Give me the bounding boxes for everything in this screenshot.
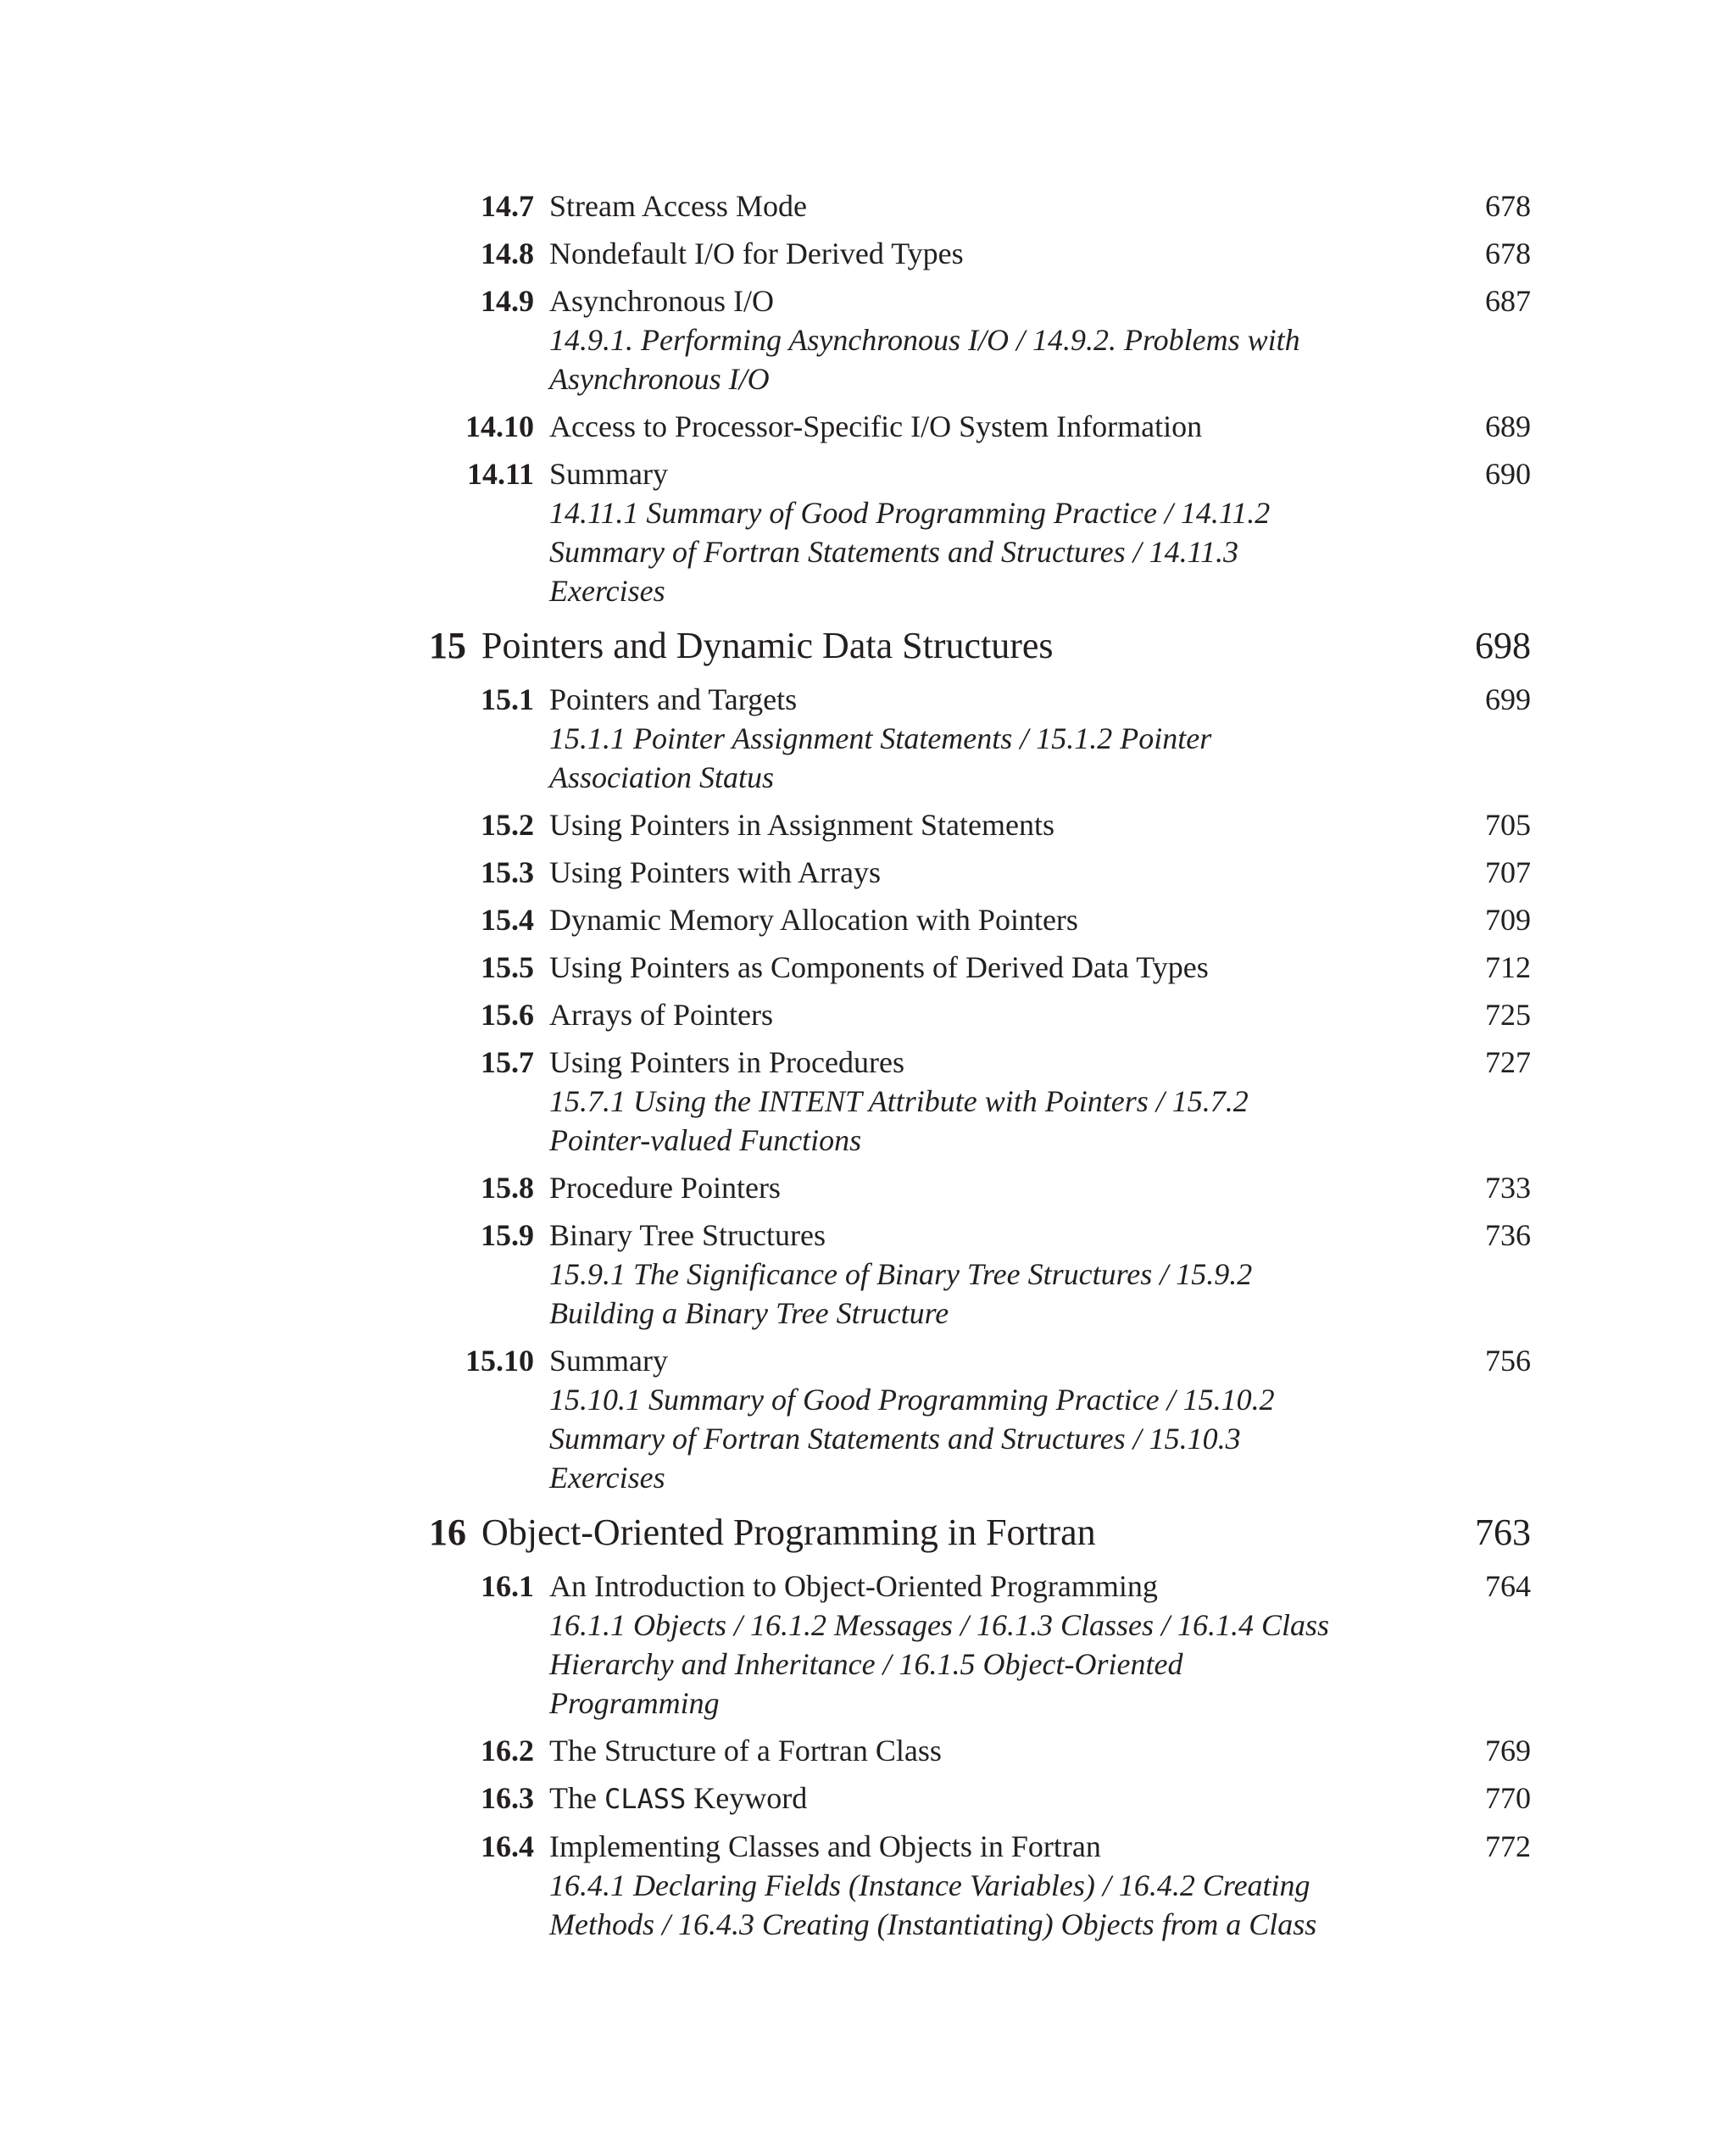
section-title: The Structure of a Fortran Class: [549, 1734, 942, 1768]
toc-section: [422, 281, 1531, 398]
toc-section: [422, 1043, 1531, 1160]
table-of-contents: [422, 187, 1531, 1952]
section-title: Procedure Pointers: [549, 1171, 781, 1205]
section-number: 15.4: [481, 903, 534, 937]
section-page: 733: [1485, 1171, 1531, 1205]
section-number: 14.8: [481, 237, 534, 270]
section-title: [549, 1779, 1455, 1818]
subsection-list: 14.11.1 Summary of Good Programming Practice / 14.11.2 Summary of Fortran Statements and Structures / 14.11.3 Exercises: [549, 496, 1271, 608]
section-number: 14.10: [465, 409, 534, 443]
title-text: Keyword: [686, 1781, 808, 1815]
section-number: 14.9: [481, 284, 534, 318]
section-title: Using Pointers in Procedures: [549, 1045, 904, 1079]
chapter-title: Pointers and Dynamic Data Structures: [481, 625, 1054, 666]
section-number: 16.3: [481, 1781, 534, 1815]
section-number: 16.1: [481, 1569, 534, 1603]
chapter-page: 763: [1475, 1512, 1531, 1553]
section-number: 16.2: [481, 1734, 534, 1768]
toc-section: [422, 805, 1531, 844]
section-page: 712: [1485, 950, 1531, 984]
toc-section: [422, 1827, 1531, 1944]
section-title: Asynchronous I/O: [549, 284, 774, 318]
section-page: 764: [1485, 1569, 1531, 1603]
chapter-title: Object-Oriented Programming in Fortran: [481, 1512, 1096, 1553]
toc-section: [422, 1216, 1531, 1333]
section-page: 705: [1485, 808, 1531, 842]
section-title: An Introduction to Object-Oriented Programming: [549, 1569, 1158, 1603]
section-title: Using Pointers with Arrays: [549, 855, 881, 889]
toc-section: [422, 995, 1531, 1034]
toc-section: [422, 407, 1531, 446]
toc-section: [422, 900, 1531, 939]
section-number: 15.6: [481, 998, 534, 1032]
section-page: 678: [1485, 189, 1531, 223]
section-page: 727: [1485, 1045, 1531, 1079]
section-number: 14.7: [481, 189, 534, 223]
subsection-list: 15.1.1 Pointer Assignment Statements / 15.1.2 Pointer Association Status: [549, 721, 1212, 794]
toc-section: [422, 948, 1531, 987]
section-number: 15.8: [481, 1171, 534, 1205]
section-page: 690: [1485, 457, 1531, 491]
section-page: 707: [1485, 855, 1531, 889]
subsection-list: 14.9.1. Performing Asynchronous I/O / 14.9.2. Problems with Asynchronous I/O: [549, 323, 1300, 396]
section-title: Stream Access Mode: [549, 189, 807, 223]
section-number: 15.9: [481, 1218, 534, 1252]
section-title: Binary Tree Structures: [549, 1218, 826, 1252]
section-page: 769: [1485, 1734, 1531, 1768]
toc-section: [422, 1731, 1531, 1770]
section-title: Dynamic Memory Allocation with Pointers: [549, 903, 1078, 937]
section-title: Summary: [549, 457, 668, 491]
subsection-list: 15.10.1 Summary of Good Programming Practice / 15.10.2 Summary of Fortran Statements and Structures / 15.10.3 Exercises: [549, 1383, 1275, 1495]
section-page: 770: [1485, 1781, 1531, 1815]
section-number: 15.3: [481, 855, 534, 889]
section-title: Access to Processor-Specific I/O System Information: [549, 409, 1203, 443]
section-page: 689: [1485, 409, 1531, 443]
subsection-list: 15.7.1 Using the INTENT Attribute with Pointers / 15.7.2 Pointer-valued Functions: [549, 1084, 1249, 1157]
section-page: 687: [1485, 284, 1531, 318]
section-number: 15.7: [481, 1045, 534, 1079]
section-page: 736: [1485, 1218, 1531, 1252]
section-page: 699: [1485, 682, 1531, 716]
section-number: 15.1: [481, 682, 534, 716]
section-title: Implementing Classes and Objects in Fortran: [549, 1829, 1101, 1863]
section-number: 16.4: [481, 1829, 534, 1863]
section-title: Pointers and Targets: [549, 682, 798, 716]
chapter-number: 15: [429, 625, 466, 666]
chapter-number: 16: [429, 1512, 466, 1553]
section-page: 678: [1485, 237, 1531, 270]
section-page: 756: [1485, 1344, 1531, 1378]
section-number: 15.2: [481, 808, 534, 842]
section-page: 725: [1485, 998, 1531, 1032]
toc-section: [422, 187, 1531, 225]
subsection-list: 16.1.1 Objects / 16.1.2 Messages / 16.1.3 Classes / 16.1.4 Class Hierarchy and Inheritance / 16.1.5 Object-Oriented Programming: [549, 1608, 1330, 1720]
chapter-heading: [422, 622, 1531, 670]
chapter-page: 698: [1475, 625, 1531, 666]
chapter-heading: [422, 1509, 1531, 1556]
code-keyword: CLASS: [604, 1783, 687, 1815]
toc-section: [422, 1168, 1531, 1207]
toc-section: [422, 454, 1531, 610]
section-number: 15.5: [481, 950, 534, 984]
toc-section: [422, 680, 1531, 797]
section-page: 709: [1485, 903, 1531, 937]
section-title: Using Pointers in Assignment Statements: [549, 808, 1055, 842]
section-page: 772: [1485, 1829, 1531, 1863]
subsection-list: 15.9.1 The Significance of Binary Tree Structures / 15.9.2 Building a Binary Tree Structure: [549, 1257, 1253, 1330]
toc-section: [422, 1341, 1531, 1497]
section-title: Using Pointers as Components of Derived Data Types: [549, 950, 1209, 984]
section-number: 15.10: [465, 1344, 534, 1378]
toc-section: [422, 234, 1531, 273]
section-title: Nondefault I/O for Derived Types: [549, 237, 964, 270]
toc-section: [422, 1567, 1531, 1723]
section-title: Summary: [549, 1344, 668, 1378]
toc-section: [422, 853, 1531, 892]
toc-section: [422, 1779, 1531, 1818]
section-number: 14.11: [466, 457, 534, 491]
title-text: The: [549, 1781, 604, 1815]
section-title: Arrays of Pointers: [549, 998, 773, 1032]
subsection-list: 16.4.1 Declaring Fields (Instance Variables) / 16.4.2 Creating Methods / 16.4.3 Creating (Instantiating) Objects from a Class: [549, 1868, 1317, 1941]
